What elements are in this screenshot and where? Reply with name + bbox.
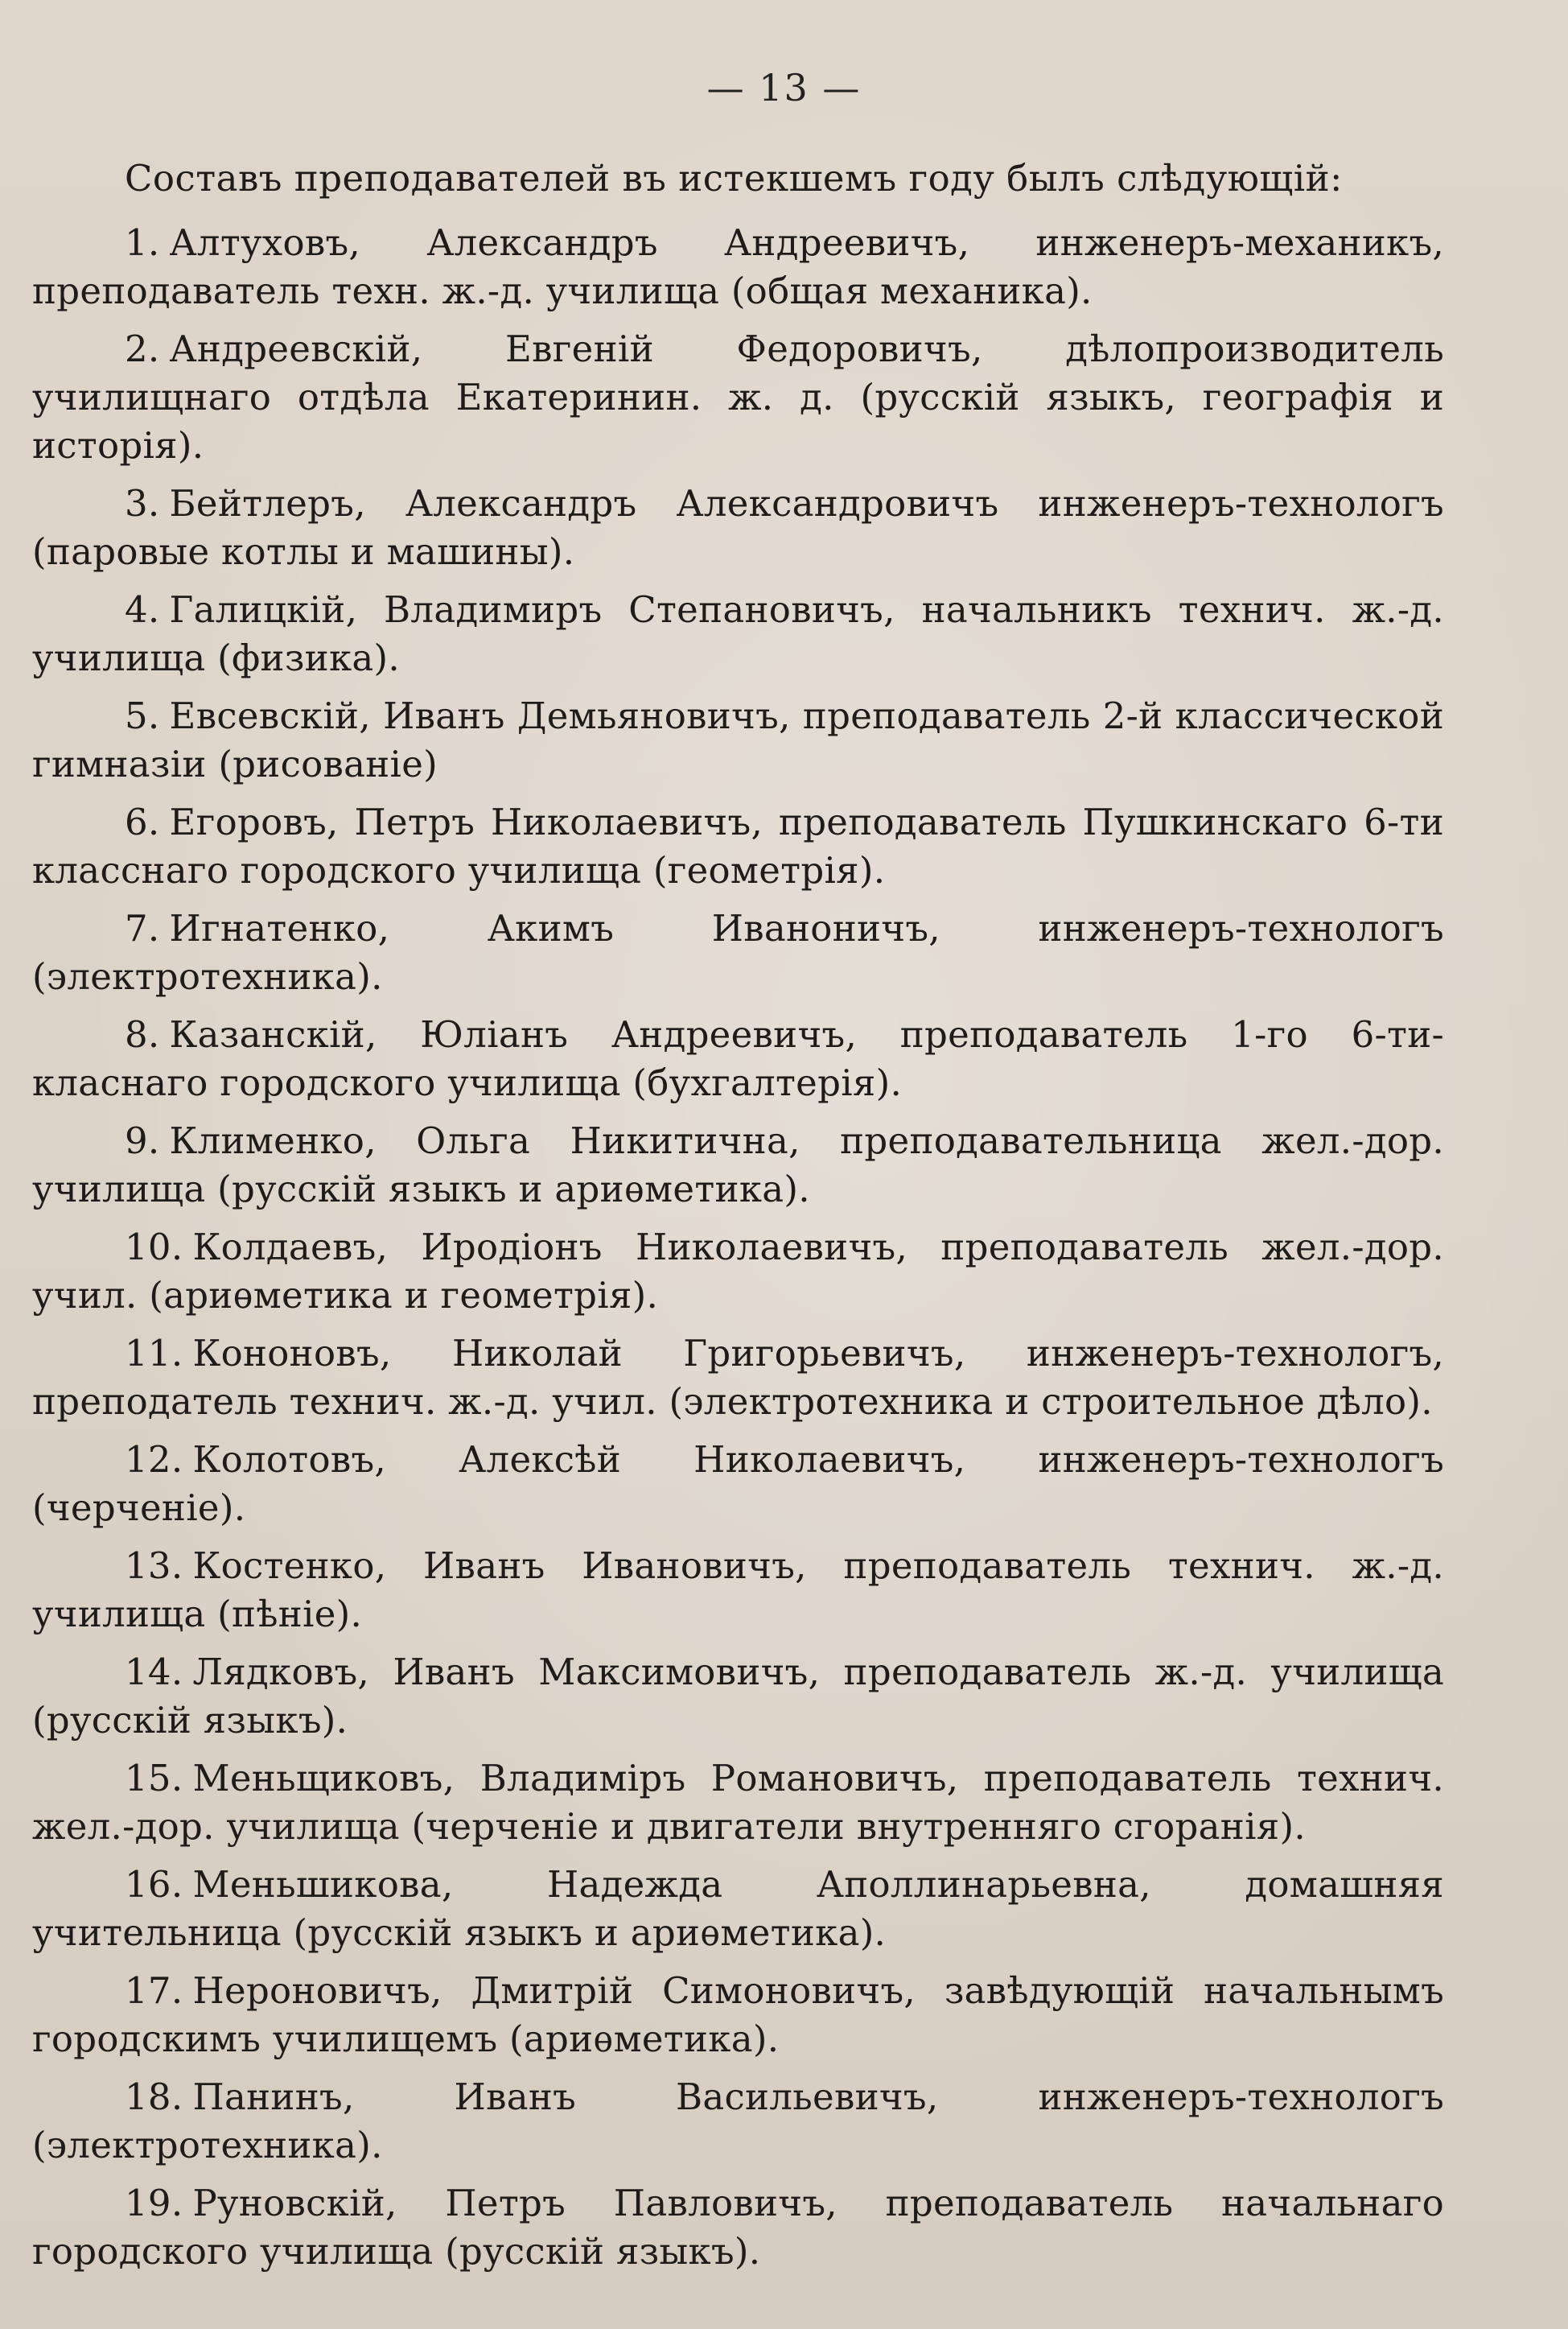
entry-number: 8.: [125, 1013, 160, 1056]
entry-text: Алтуховъ, Александръ Андреевичъ, инженеръ-механикъ, преподаватель техн. ж.-д. училища (общая механика).: [32, 221, 1444, 312]
entry-text: Егоровъ, Петръ Николаевичъ, преподаватель Пушкинскаго 6-ти класснаго городского училища (геометрія).: [32, 801, 1444, 892]
entry-text: Панинъ, Иванъ Васильевичъ, инженеръ-технологъ (электротехника).: [32, 2075, 1444, 2166]
teacher-entry-14: [32, 1648, 1444, 1745]
entry-text: Колотовъ, Алексѣй Николаевичъ, инженеръ-технологъ (черченіе).: [32, 1438, 1444, 1529]
entry-text: Галицкій, Владимиръ Степановичъ, начальникъ технич. ж.-д. училища (физика).: [32, 588, 1444, 679]
entry-text: Нероновичъ, Дмитрій Симоновичъ, завѣдующій начальнымъ городскимъ училищемъ (ариѳметика).: [32, 1969, 1444, 2060]
teacher-entry-1: [32, 219, 1444, 315]
entry-number: 17.: [125, 1969, 183, 2012]
entry-number: 10.: [125, 1226, 183, 1268]
teacher-entry-19: [32, 2179, 1444, 2276]
entry-number: 7.: [125, 907, 160, 950]
teacher-entry-12: [32, 1436, 1444, 1532]
teacher-entry-3: [32, 480, 1444, 576]
entry-text: Игнатенко, Акимъ Иваноничъ, инженеръ-технологъ (электротехника).: [32, 907, 1444, 998]
entry-number: 12.: [125, 1438, 183, 1481]
entry-text: Бейтлеръ, Александръ Александровичъ инженеръ-технологъ (паровые котлы и машины).: [32, 482, 1444, 573]
entry-number: 19.: [125, 2182, 183, 2224]
teacher-entry-10: [32, 1223, 1444, 1320]
teacher-entry-7: [32, 905, 1444, 1001]
teacher-entry-13: [32, 1542, 1444, 1639]
entry-text: Казанскій, Юліанъ Андреевичъ, преподаватель 1-го 6-ти-класнаго городского училища (бухгалтерія).: [32, 1013, 1444, 1104]
teacher-entry-17: [32, 1967, 1444, 2063]
entry-text: Меньщиковъ, Владиміръ Романовичъ, преподаватель технич. жел.-дор. училища (черченіе и двигатели внутренняго сгоранія).: [32, 1757, 1444, 1848]
teacher-entry-15: [32, 1754, 1444, 1851]
entry-text: Андреевскій, Евгеній Федоровичъ, дѣлопроизводитель училищнаго отдѣла Екатеринин. ж. д. (русскій языкъ, географія и исторія).: [32, 328, 1444, 467]
teacher-entry-5: [32, 692, 1444, 789]
entry-text: Костенко, Иванъ Ивановичъ, преподаватель технич. ж.-д. училища (пѣніе).: [32, 1544, 1444, 1635]
teacher-entry-16: [32, 1861, 1444, 1957]
section-heading: Составъ преподавателей въ истекшемъ году былъ слѣдующій:: [125, 157, 1343, 200]
page-number: — 13 —: [706, 66, 862, 109]
entry-text: Руновскій, Петръ Павловичъ, преподаватель начальнаго городского училища (русскій языкъ).: [32, 2182, 1444, 2273]
entry-text: Кононовъ, Николай Григорьевичъ, инженеръ-технологъ, преподатель технич. ж.-д. учил. (электротехника и строительное дѣло).: [32, 1332, 1444, 1423]
entry-text: Евсевскій, Иванъ Демьяновичъ, преподаватель 2-й классической гимназіи (рисованіе): [32, 695, 1444, 785]
teacher-entry-8: [32, 1011, 1444, 1107]
entry-number: 16.: [125, 1863, 183, 1906]
entry-number: 11.: [125, 1332, 183, 1375]
entry-number: 5.: [125, 695, 160, 737]
entry-number: 15.: [125, 1757, 183, 1799]
entry-text: Лядковъ, Иванъ Максимовичъ, преподаватель ж.-д. училища (русскій языкъ).: [32, 1651, 1444, 1742]
teacher-entry-18: [32, 2073, 1444, 2170]
entry-number: 6.: [125, 801, 160, 843]
entry-number: 9.: [125, 1119, 160, 1162]
entry-text: Клименко, Ольга Никитична, преподавательница жел.-дор. училища (русскій языкъ и ариѳметика).: [32, 1119, 1444, 1210]
entry-number: 13.: [125, 1544, 183, 1587]
entry-number: 4.: [125, 588, 160, 631]
page-content: [32, 155, 1444, 2286]
entry-number: 18.: [125, 2075, 183, 2118]
entry-number: 1.: [125, 221, 160, 264]
teacher-entry-4: [32, 586, 1444, 682]
teacher-entry-6: [32, 798, 1444, 895]
entry-text: Меньшикова, Надежда Аполлинарьевна, домашняя учительница (русскій языкъ и ариѳметика).: [32, 1863, 1444, 1954]
teacher-entry-11: [32, 1329, 1444, 1426]
entry-number: 3.: [125, 482, 160, 525]
entry-number: 14.: [125, 1651, 183, 1693]
entry-number: 2.: [125, 328, 160, 370]
entry-text: Колдаевъ, Иродіонъ Николаевичъ, преподаватель жел.-дор. учил. (ариѳметика и геометрія).: [32, 1226, 1444, 1317]
teacher-entry-2: [32, 325, 1444, 470]
teacher-entry-9: [32, 1117, 1444, 1214]
